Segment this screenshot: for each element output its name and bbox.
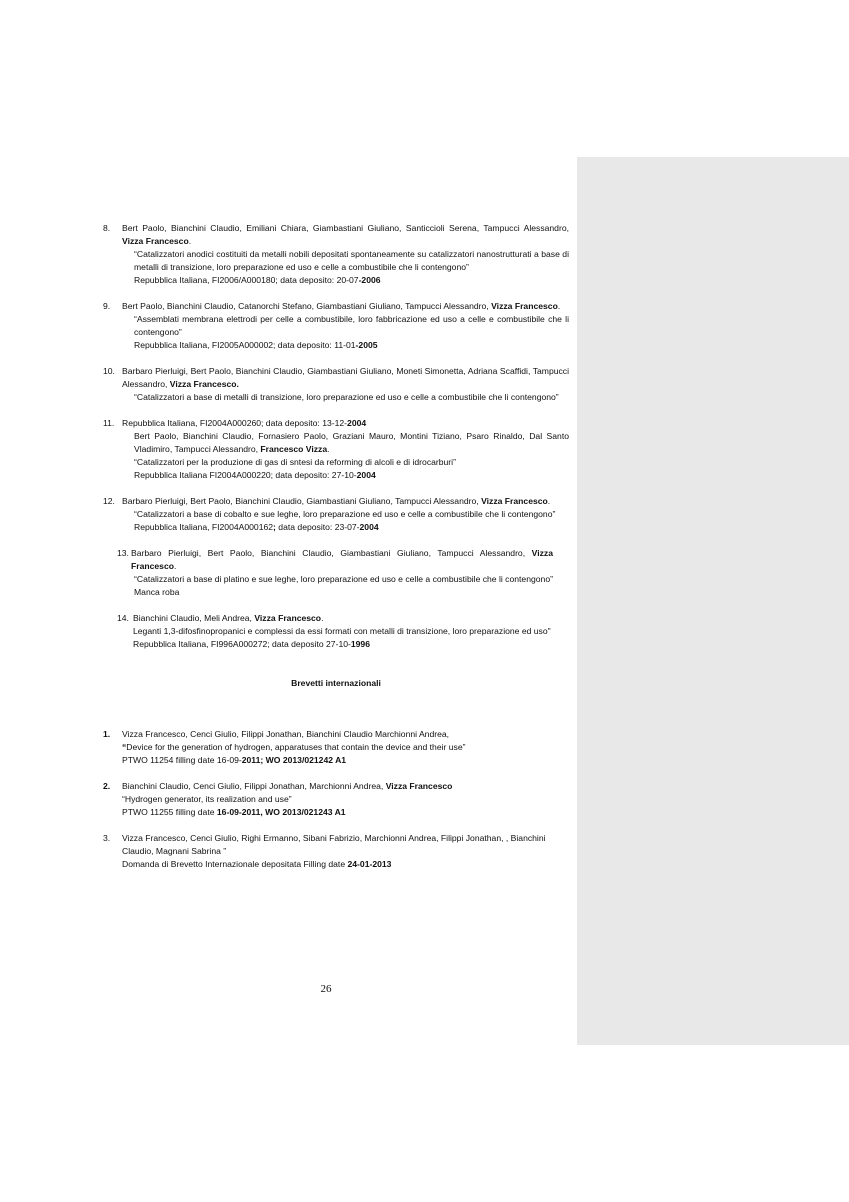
entry-authors: Vizza Francesco, Cenci Giulio, Filippi Jonathan, Bianchini Claudio Marchionni Andrea, xyxy=(122,729,450,739)
patent-entry-11 xyxy=(103,417,569,482)
entry-authors: Bianchini Claudio, Cenci Giulio, Filippi Jonathan, Marchionni Andrea, Vizza Francesco xyxy=(122,781,453,791)
comment-pane xyxy=(577,157,849,1045)
entry-authors: Bianchini Claudio, Meli Andrea, Vizza Francesco. xyxy=(133,613,324,623)
patent-entry-9 xyxy=(103,300,569,352)
entry-title: Leganti 1,3-difosfinopropanici e complessi da essi formati con metalli di transizione, loro preparazione ed uso" xyxy=(133,626,551,636)
entry-title: “Catalizzatori anodici costituiti da metalli nobili depositati spontaneamente su catalizzatori nanostrutturati a base di metalli di transizione, loro preparazione ed uso e celle a combustibile che li contengono” xyxy=(134,249,569,272)
entry-title: “Hydrogen generator, its realization and use” xyxy=(122,794,292,804)
entry-reference: Repubblica Italiana, FI2006/A000180; data deposito: 20-07-2006 xyxy=(134,275,381,285)
patent-entry-10 xyxy=(103,365,569,404)
entry-note: Manca roba xyxy=(134,587,180,597)
entry-title: “Device for the generation of hydrogen, apparatuses that contain the device and their use” xyxy=(122,742,466,752)
patent-entry-8 xyxy=(103,222,569,287)
entry-number: 2. xyxy=(103,781,111,791)
entry-head-reference: Repubblica Italiana, FI2004A000260; data deposito: 13-12-2004 xyxy=(122,418,367,428)
entry-authors: Bert Paolo, Bianchini Claudio, Catanorchi Stefano, Giambastiani Giuliano, Tampucci Alessandro, Vizza Francesco. xyxy=(122,301,561,311)
patent-entry-12 xyxy=(103,495,569,534)
entry-authors: Vizza Francesco, Cenci Giulio, Righi Ermanno, Sibani Fabrizio, Marchionni Andrea, Filippi Jonathan, , Bianchini Claudio, Magnani Sabrina ” xyxy=(122,833,546,856)
entry-number: 9. xyxy=(103,301,111,311)
entry-number: 12. xyxy=(103,496,115,506)
entry-reference: Repubblica Italiana, FI2004A000162; data deposito: 23-07-2004 xyxy=(134,522,379,532)
entry-number: 1. xyxy=(103,729,111,739)
entry-number: 10. xyxy=(103,366,115,376)
entry-number: 11. xyxy=(103,418,115,428)
entry-reference: PTWO 11255 filling date 16-09-2011, WO 2013/021243 A1 xyxy=(122,807,346,817)
intl-patent-entry-2 xyxy=(103,780,569,819)
entry-title: “Catalizzatori a base di platino e sue leghe, loro preparazione ed uso e celle a combustibile che li contengono” xyxy=(134,574,553,584)
entry-title: “Catalizzatori a base di cobalto e sue leghe, loro preparazione ed uso e celle a combustibile che li contengono” xyxy=(134,509,556,519)
section-title: Brevetti internazionali xyxy=(291,678,381,688)
intl-patent-entry-3 xyxy=(103,832,569,871)
entry-number: 14. xyxy=(117,613,129,623)
entry-reference: Repubblica Italiana, FI996A000272; data deposito 27-10-1996 xyxy=(133,639,370,649)
patent-entry-13 xyxy=(117,547,569,599)
document-page xyxy=(103,222,569,884)
entry-title: “Catalizzatori per la produzione di gas di sntesi da reforming di alcoli e di idrocarburi” xyxy=(134,457,456,467)
entry-authors: Barbaro Pierluigi, Bert Paolo, Bianchini Claudio, Giambastiani Giuliano, Moneti Simonetta, Adriana Scaffidi, Tampucci Alessandro, Vizza Francesco. xyxy=(122,366,569,389)
entry-reference: Repubblica Italiana, FI2005A000002; data deposito: 11-01-2005 xyxy=(134,340,378,350)
entry-title: “Catalizzatori a base di metalli di transizione, loro preparazione ed uso e celle a combustibile che li contengono” xyxy=(134,392,559,402)
patent-entry-14 xyxy=(117,612,569,651)
entry-number: 13. xyxy=(117,548,129,558)
entry-title: “Assemblati membrana elettrodi per celle a combustibile, loro fabbricazione ed uso a celle e combustibile che li contengono” xyxy=(134,314,569,337)
entry-authors: Bert Paolo, Bianchini Claudio, Fornasiero Paolo, Graziani Mauro, Montini Tiziano, Psaro Rinaldo, Dal Santo Vladimiro, Tampucci Alessandro, Francesco Vizza. xyxy=(134,431,569,454)
entry-number: 8. xyxy=(103,223,111,233)
entry-reference: Domanda di Brevetto Internazionale depositata Filling date 24-01-2013 xyxy=(122,859,392,869)
page-number: 26 xyxy=(320,983,332,995)
entry-reference: PTWO 11254 filling date 16-09-2011; WO 2013/021242 A1 xyxy=(122,755,347,765)
intl-patent-entry-1 xyxy=(103,728,569,767)
entry-number: 3. xyxy=(103,833,111,843)
entry-authors: Bert Paolo, Bianchini Claudio, Emiliani Chiara, Giambastiani Giuliano, Santiccioli Serena, Tampucci Alessandro, Vizza Francesco. xyxy=(122,223,569,246)
entry-authors: Barbaro Pierluigi, Bert Paolo, Bianchini Claudio, Giambastiani Giuliano, Tampucci Alessandro, Vizza Francesco. xyxy=(122,496,551,506)
entry-authors: Barbaro Pierluigi, Bert Paolo, Bianchini Claudio, Giambastiani Giuliano, Tampucci Alessandro, Vizza Francesco. xyxy=(131,548,553,571)
entry-reference: Repubblica Italiana FI2004A000220; data deposito: 27-10-2004 xyxy=(134,470,376,480)
